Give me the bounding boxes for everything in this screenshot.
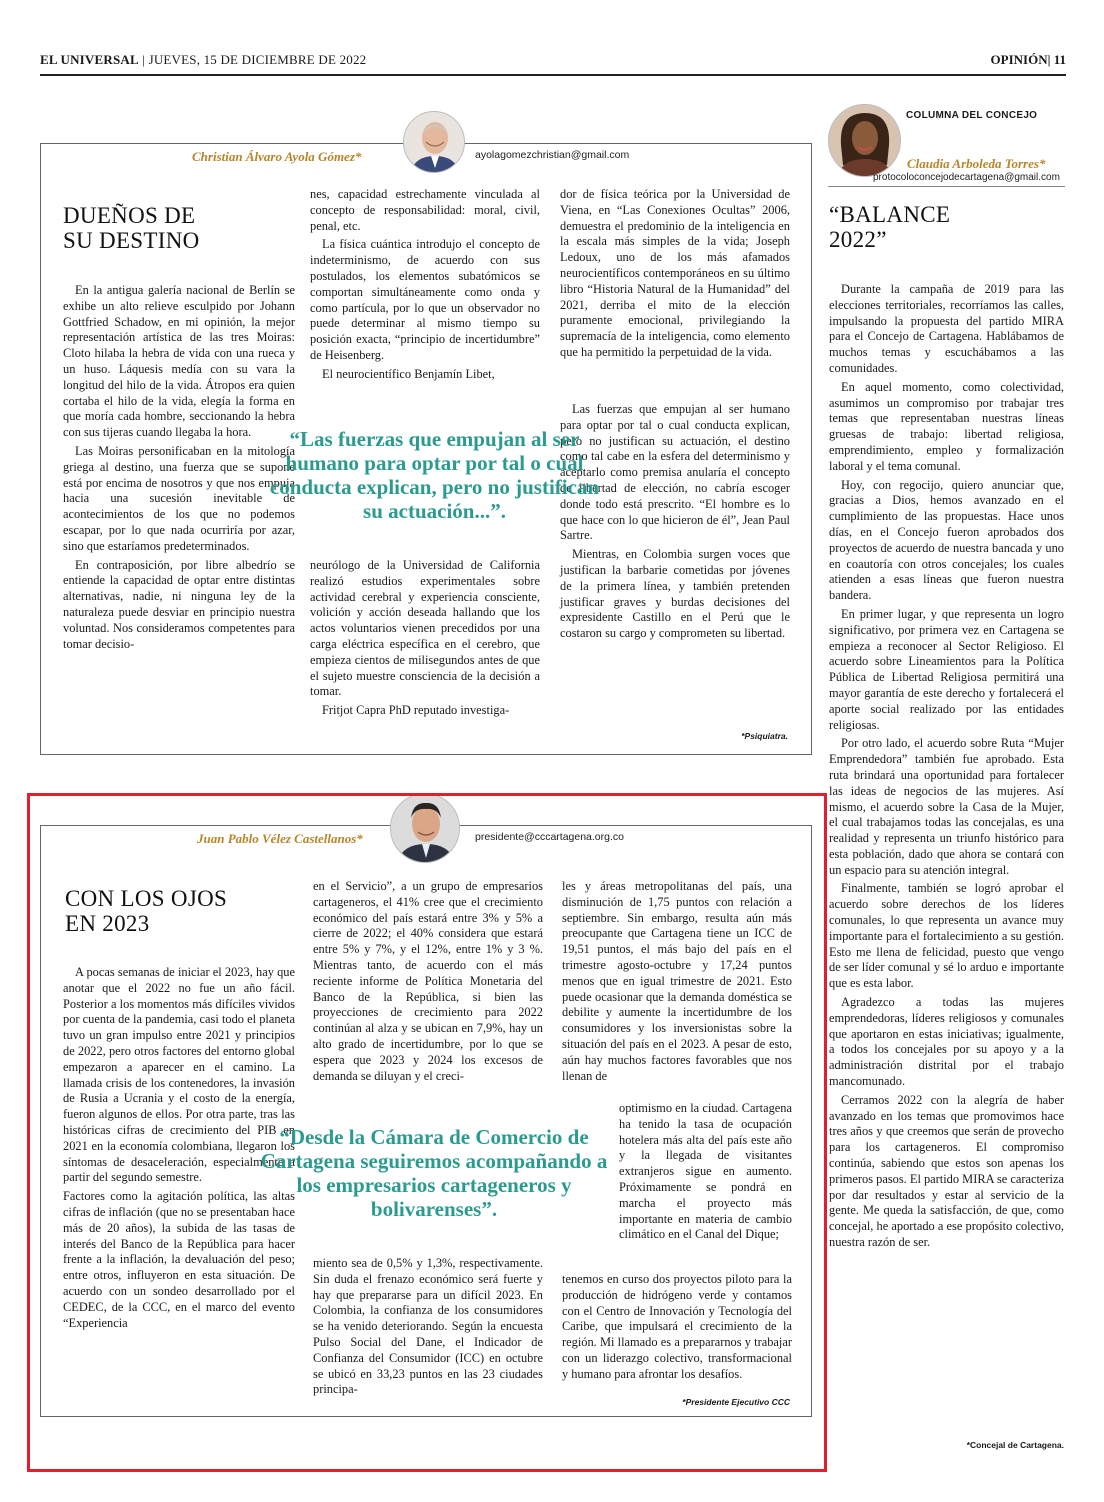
article1-title-line2: SU DESTINO bbox=[63, 228, 200, 253]
article2-signature: *Presidente Ejecutivo CCC bbox=[682, 1397, 790, 1407]
paragraph: Agradezco a todas las mujeres emprendedoras, líderes religiosos y comunales que aportaron en estas iniciativas; igualmente, a todos los concejales por su apoyo y a la administración distrital por el trabajo mancomunado. bbox=[829, 995, 1064, 1089]
paragraph: La física cuántica introdujo el concepto de indeterminismo, de acuerdo con sus postulados, los elementos subatómicos se comportan simultáneamente como onda y como partícula, por lo que un observador no puede determinar al mismo tiempo su posición exacta, “principio de incertidumbre” de Heisenberg. bbox=[310, 237, 540, 362]
article1-title bbox=[63, 203, 200, 253]
paragraph: Durante la campaña de 2019 para las elecciones territoriales, recorríamos las calles, impulsando la propuesta del partido MIRA para el Concejo de Cartagena. Hablábamos de muchos temas y escuchábamos a las comunidades. bbox=[829, 282, 1064, 375]
article1-col3a bbox=[560, 187, 790, 364]
paragraph: Las fuerzas que empujan al ser humano para optar por tal o cual conducta explican, pero no justifican su actuación, el destino como tal cabe en la esfera del determinismo y aceptarlo como premisa anularía el concepto de libertad de elección, no cabría escoger donde todo está prescrito. “El hombre es lo que hace con lo que hicieron de él”, Jean Paul Sartre. bbox=[560, 402, 790, 543]
paragraph: miento sea de 0,5% y 1,3%, respectivamente. Sin duda el frenazo económico será fuerte y hay que prepararse para un difícil 2023. En Colombia, la confianza de los consumidores se ha venido deteriorando. Según la encuesta Pulso Social del Dane, el Indicador de Confianza del Consumidor (ICC) en octubre se ubicó en 33,23 puntos en las 23 ciudades principa- bbox=[313, 1256, 543, 1397]
article3-top-rule bbox=[828, 186, 1065, 187]
paragraph: Las Moiras personificaban en la mitología griega al destino, una fuerza que se supone está por encima de nosotros y que nos empuja hacia una sucesión inevitable de acontecimientos de los que no podemos escapar, por lo que nada ocurriría por azar, sino que estaríamos predeterminados. bbox=[63, 443, 295, 553]
paragraph: El neurocientífico Benjamín Libet, bbox=[322, 366, 495, 381]
article2-title-line2: EN 2023 bbox=[65, 911, 150, 936]
article1-signature: *Psiquiatra. bbox=[741, 731, 788, 741]
article3-email[interactable]: protocoloconcejodecartagena@gmail.com bbox=[873, 172, 1060, 183]
article3-title-line1: “BALANCE bbox=[829, 202, 951, 227]
article1-title-line1: DUEÑOS DE bbox=[63, 203, 196, 228]
paragraph: En contraposición, por libre albedrío se entiende la capacidad de optar entre distintas alternativas, nadie, ni ninguna ley de la naturaleza puede desviar en principio nuestra voluntad. Nos consideramos competentes para tomar decisio- bbox=[63, 557, 295, 651]
article2-author: Juan Pablo Vélez Castellanos* bbox=[193, 831, 367, 847]
article3-section-label: COLUMNA DEL CONCEJO bbox=[906, 110, 1038, 121]
article3-title-line2: 2022” bbox=[829, 227, 887, 252]
article2-email[interactable]: presidente@cccartagena.org.co bbox=[472, 831, 627, 843]
article3-body bbox=[829, 282, 1064, 1254]
paragraph: Por otro lado, el acuerdo sobre Ruta “Mujer Emprendedora” también fue aprobado. Esta ruta brindará una oportunidad para fortalecer las ideas de negocios de las mujeres. Así mismo, el acuerdo sobre la Casa de la Mujer, el cual trabajamos todas las concejalas, es una realidad y representa un triunfo histórico para esta población, dado que ahora se contará con un espacio para su atención integral. bbox=[829, 736, 1064, 877]
paragraph: Fritjot Capra PhD reputado investiga- bbox=[322, 703, 510, 718]
paragraph: en el Servicio”, a un grupo de empresarios cartageneros, el 41% cree que el crecimiento económico del país estará entre 3% y 5% a cierre de 2022; el 40% considera que estará entre 5% y 7%, y el 12%, entre 1% y 3 %. Mientras tanto, de acuerdo con el más reciente informe de Política Monetaria del Banco de la República, si bien las proyecciones de crecimiento para 2022 continúan al alza y se ubican en 7,9%, hay un alto grado de incertidumbre, por lo que se espera que 2023 y 2024 los excesos de demanda se diluyan y el creci- bbox=[313, 879, 543, 1083]
article1-col2b bbox=[310, 558, 540, 722]
paragraph: Cerramos 2022 con la alegría de haber avanzado en los temas que promovimos hace tres años y que creemos que serán de provecho para los cartageneros. El compromiso continúa, sabiendo que estos son apenas los primeros pasos. El partido MIRA se caracteriza por dar resultados y estar al servicio de la gente. Me queda la satisfacción, de que, como concejal, he aportado a ese propósito colectivo, nuestra razón de ser. bbox=[829, 1092, 1064, 1250]
article3-avatar bbox=[828, 104, 901, 177]
paragraph: En primer lugar, y que representa un logro significativo, por primera vez en Cartagena se empieza a reconocer al Sector Religioso. El acuerdo sobre Lineamientos para la Política Pública de Libertad Religiosa permitirá una mayor garantía de este derecho y fortalecerá el aporte social realizado por las entidades religiosas. bbox=[829, 606, 1064, 732]
article1-pull-quote: “Las fuerzas que empujan al ser humano para optar por tal o cual conducta explican, pero no justifican su actuación...”. bbox=[269, 427, 600, 523]
article1-email[interactable]: ayolagomezchristian@gmail.com bbox=[472, 149, 632, 161]
article1-author: Christian Álvaro Ayola Gómez* bbox=[188, 149, 365, 165]
paragraph: optimismo en la ciudad. Cartagena ha tenido la tasa de ocupación hotelera más alta del país este año y la llegada de visitantes extranjeros sigue en aumento. Próximamente se pondrá en marcha el proyecto más importante en materia de cambio climático en el Canal del Dique; bbox=[619, 1101, 792, 1242]
paragraph: dor de física teórica por la Universidad de Viena, en “Las Conexiones Ocultas” 2006, demuestra el predominio de la inteligencia en la escala más simples de la vida; Joseph Ledoux, uno de los más afamados neurocientíficos contemporáneos en su último libro “Historia Natural de la Humanidad” del 2021, derriba el mito de la elección puramente emocional, privilegiando la supremacía de la inteligencia, como elemento que ha permitido la perpetuidad de la vida. bbox=[560, 187, 790, 359]
article1-col2a bbox=[310, 187, 540, 386]
article3-signature: *Concejal de Cartagena. bbox=[966, 1440, 1064, 1450]
article1-col1 bbox=[63, 283, 295, 655]
author-portrait-icon bbox=[829, 105, 901, 177]
newspaper-name: EL UNIVERSAL bbox=[40, 52, 139, 67]
paragraph: tenemos en curso dos proyectos piloto para la producción de hidrógeno verde y contamos con el Centro de Innovación y Tecnología del Caribe, que impulsará el crecimiento de la región. Mi llamado es a prepararnos y trabajar con un liderazgo colectivo, transformacional y humano para afrontar los desafíos. bbox=[562, 1272, 792, 1381]
article3-title bbox=[829, 202, 950, 252]
paragraph: En la antigua galería nacional de Berlín se exhibe un alto relieve esculpido por Johann Gottfried Schadow, en mi opinión, la mejor representación artística de las tres Moiras: Cloto hilaba la hebra de vida con una rueca y un huso. Láquesis medía con su vara la longitud del hilo de la vida. Átropos era quien cortaba el hilo de la vida, elegía la forma en que moría cada hombre, seccionando la hebra con sus tijeras cuando llegaba la hora. bbox=[63, 283, 295, 440]
paragraph: neurólogo de la Universidad de California realizó estudios experimentales sobre actividad cerebral y experiencia consciente, volición y acción deseada hallando que los actos voluntarios vienen precedidos por una carga eléctrica específica en el cerebro, que empieza cientos de milisegundos antes de que el sujeto muestre consciencia de la decisión a tomar. bbox=[310, 558, 540, 699]
issue-date: | JUEVES, 15 DE DICIEMBRE DE 2022 bbox=[142, 52, 367, 67]
paragraph: Factores como la agitación política, las altas cifras de inflación (que no se presentaban hace más de 20 años), la subida de las tasas de interés del Banco de la República para hacer frente a la inflación, la devaluación del peso; entre otros, influyeron en esta situación. De acuerdo con un sondeo desarrollado por el CEDEC, de la CCC, en el marco del evento “Experiencia bbox=[63, 1189, 295, 1330]
article1-avatar bbox=[403, 111, 465, 173]
article3-author: Claudia Arboleda Torres* bbox=[907, 156, 1046, 171]
author-portrait-icon bbox=[404, 112, 465, 173]
paragraph: Hoy, con regocijo, quiero anunciar que, gracias a Dios, hemos avanzado en el cumplimiento de las propuestas. Hace unos días, en el Concejo fueron aprobados dos proyectos de acuerdo de nuestra bancada y uno en coautoría con otros concejales; los cuales atienden a esas líneas que fueron nuestra bandera. bbox=[829, 477, 1064, 603]
paragraph: Mientras, en Colombia surgen voces que justifican la barbarie cometidas por jóvenes de la primera línea, y también pretenden justificar graves y burdas decisiones del expresidente Castillo en el Perú que le costaron su cargo y comprometen su libertad. bbox=[560, 547, 790, 641]
article2-title-line1: CON LOS OJOS bbox=[65, 886, 228, 911]
article2-pull-quote: “Desde la Cámara de Comercio de Cartagena seguiremos acompañando a los empresarios cartageneros y bolivarenses”. bbox=[260, 1125, 608, 1221]
header-left bbox=[40, 52, 366, 68]
paragraph: les y áreas metropolitanas del país, una disminución de 1,75 puntos con relación a septiembre. Sin embargo, resulta aún más preocupante que Cartagena tiene un ICC de 19,51 puntos, el más bajo del país en el trimestre agosto-octubre y 17,24 puntos menos que en igual trimestre de 2021. Esto puede ocasionar que la demanda doméstica se debilite y aumente la incertidumbre de los consumidores y los inversionistas sobre la situación del país en el 2023. A pesar de esto, aún hay muchos factores favorables que nos llenan de bbox=[562, 879, 792, 1083]
paragraph: Finalmente, también se logró aprobar el acuerdo sobre derechos de los líderes comunales, lo que representa un avance muy importante para el fortalecimiento a su gestión. Esto me llena de felicidad, puesto que vengo de ser líder comunal y sé lo arduo e importante que es esta labor. bbox=[829, 881, 1064, 991]
highlight-frame bbox=[27, 793, 827, 1472]
paragraph: En aquel momento, como colectividad, asumimos un compromiso por trabajar tres temas que representaban nuestras líneas gruesas de trabajo: libertad religiosa, emprendimiento, empleo y formalización laboral y el tema comunal. bbox=[829, 379, 1064, 473]
paragraph: A pocas semanas de iniciar el 2023, hay que anotar que el 2022 no fue un año fácil. Posterior a los momentos más difíciles vividos por cuenta de la pandemia, casi todo el planeta tuvo un gran impulso entre 2021 y principios de 2022, pero otros factores del entorno global empezaron a aparecer en el camino. La llamada crisis de los contenedores, la invasión de Rusia a Ucrania y el costo de la energía, fueron algunos de ellos. Por otra parte, tras las históricas cifras de crecimiento del PIB en 2021 en la economía colombiana, llegaron los síntomas de desaceleración, especialmente a partir del segundo semestre. bbox=[63, 965, 295, 1185]
section-page: OPINIÓN| 11 bbox=[990, 52, 1066, 67]
page-header bbox=[40, 52, 1066, 74]
header-rule bbox=[40, 74, 1066, 76]
paragraph: nes, capacidad estrechamente vinculada al concepto de responsabilidad: moral, civil, penal, etc. bbox=[310, 187, 540, 233]
